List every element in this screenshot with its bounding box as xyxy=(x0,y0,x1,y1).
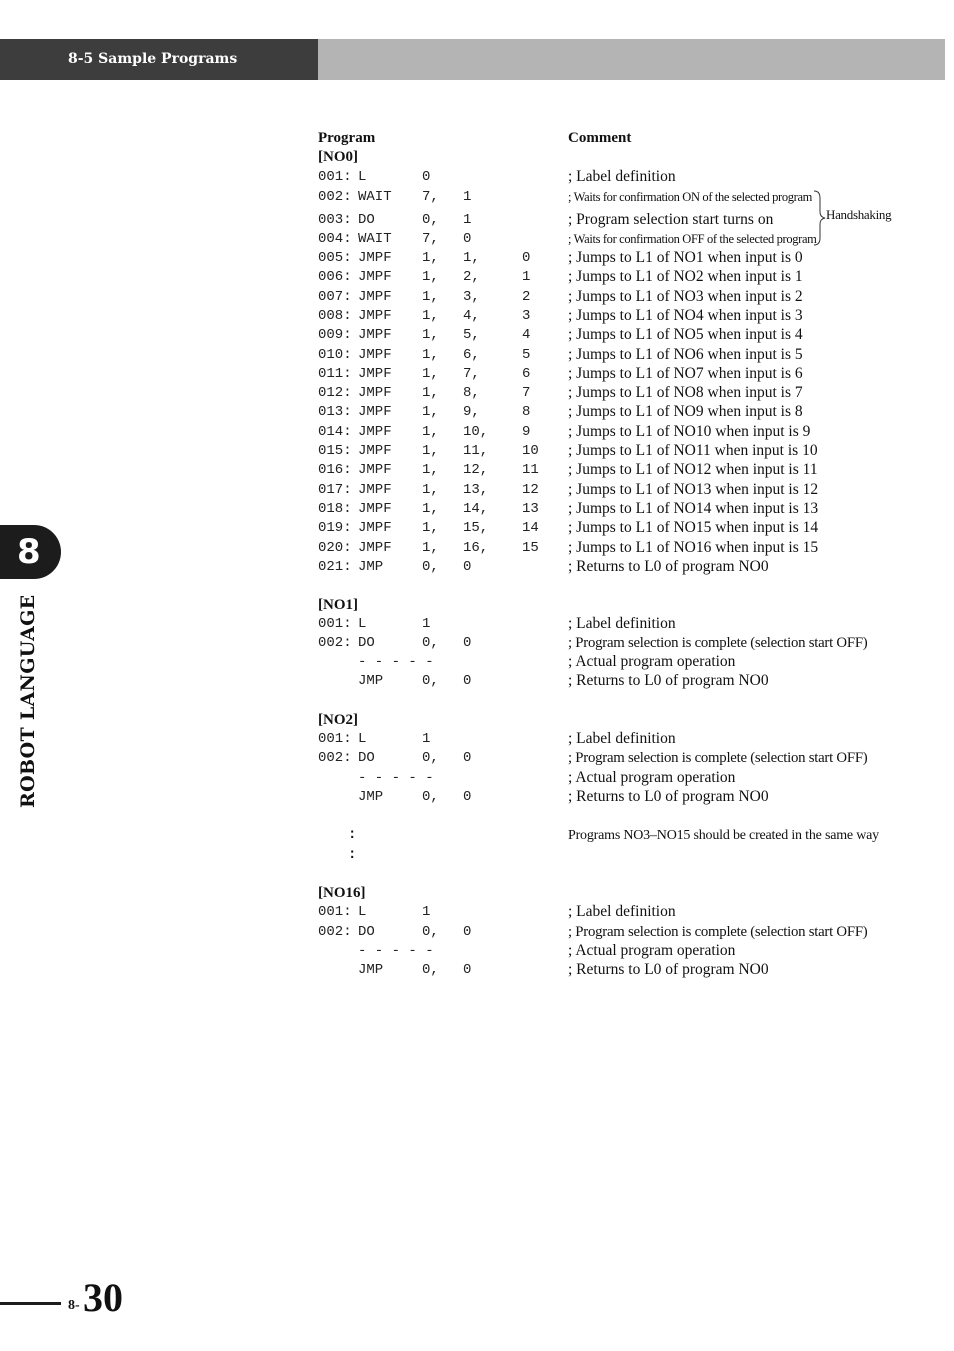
program-column-header: Program xyxy=(318,130,376,146)
code-cmd: JMPF xyxy=(358,423,392,440)
code-cmd: JMP xyxy=(358,789,384,805)
code-a: 1, xyxy=(422,539,439,556)
comment: ; Actual program operation xyxy=(568,769,736,786)
code-line: 008: xyxy=(318,307,352,324)
comment: ; Program selection is complete (selection start OFF) xyxy=(568,924,868,940)
code-line: 018: xyxy=(318,500,352,517)
code-cmd: DO xyxy=(358,924,375,940)
code-cmd: WAIT xyxy=(358,231,392,247)
code-a: 1, xyxy=(422,327,439,344)
comment: ; Returns to L0 of program NO0 xyxy=(568,961,769,978)
comment: ; Label definition xyxy=(568,615,676,632)
comment: ; Jumps to L1 of NO12 when input is 11 xyxy=(568,461,818,479)
comment: ; Waits for confirmation OFF of the selected program xyxy=(568,232,817,246)
code-a: 1, xyxy=(422,404,439,421)
code-b: 11, xyxy=(463,443,489,459)
code-a: 0, xyxy=(422,673,439,689)
code-cmd: JMPF xyxy=(358,250,392,266)
code-b: 8, xyxy=(463,385,480,402)
code-c: 14 xyxy=(522,520,539,537)
code-a: 0 xyxy=(422,169,431,185)
code-b: 0 xyxy=(463,789,472,805)
code-cmd: - - - - - xyxy=(358,654,434,670)
code-cmd: JMPF xyxy=(358,327,392,344)
code-a: 1 xyxy=(422,616,431,632)
code-a: 1, xyxy=(422,269,439,286)
code-c: 9 xyxy=(522,423,531,440)
code-cmd: DO xyxy=(358,212,375,228)
code-b: 0 xyxy=(463,558,472,575)
code-cmd: JMPF xyxy=(358,520,392,537)
code-c: 15 xyxy=(522,539,539,556)
code-b: 1 xyxy=(463,212,472,228)
code-cmd: JMP xyxy=(358,962,384,978)
code-b: 0 xyxy=(463,231,472,247)
code-b: 15, xyxy=(463,520,489,537)
code-line: 020: xyxy=(318,539,352,556)
code-line: 021: xyxy=(318,558,352,575)
code-a: 1, xyxy=(422,500,439,517)
code-cmd: JMPF xyxy=(358,481,392,498)
code-a: 1, xyxy=(422,307,439,324)
code-a: 7, xyxy=(422,189,439,205)
section-title-no1: [NO1] xyxy=(318,597,358,613)
code-b: 12, xyxy=(463,462,489,479)
code-b: 0 xyxy=(463,635,472,651)
comment: ; Program selection start turns on xyxy=(568,211,774,228)
code-b: 1 xyxy=(463,189,472,205)
comment: ; Label definition xyxy=(568,903,676,920)
continuation-note: Programs NO3–NO15 should be created in the same way xyxy=(568,828,879,843)
comment: ; Returns to L0 of program NO0 xyxy=(568,672,769,689)
code-b: 5, xyxy=(463,327,480,344)
comment: ; Jumps to L1 of NO6 when input is 5 xyxy=(568,345,803,363)
code-line: 014: xyxy=(318,423,352,440)
code-line: 012: xyxy=(318,385,352,402)
comment: ; Jumps to L1 of NO11 when input is 10 xyxy=(568,442,818,459)
code-a: 0, xyxy=(422,962,439,978)
code-c: 6 xyxy=(522,365,531,382)
handshaking-brace xyxy=(812,190,826,246)
code-cmd: JMPF xyxy=(358,365,392,382)
comment: ; Actual program operation xyxy=(568,942,736,959)
comment: ; Waits for confirmation ON of the selected program xyxy=(568,190,813,204)
comment: ; Jumps to L1 of NO16 when input is 15 xyxy=(568,538,819,556)
section-title-no16: [NO16] xyxy=(318,885,366,901)
code-a: 1, xyxy=(422,288,439,305)
comment-column-header: Comment xyxy=(568,130,632,146)
code-b: 2, xyxy=(463,269,480,286)
code-cmd: JMPF xyxy=(358,500,392,517)
chapter-tab xyxy=(0,525,61,579)
code-line: 011: xyxy=(318,365,352,382)
code-line: 009: xyxy=(318,327,352,344)
code-line: 013: xyxy=(318,404,352,421)
code-a: 1, xyxy=(422,365,439,382)
code-c: 3 xyxy=(522,307,531,324)
comment: ; Jumps to L1 of NO3 when input is 2 xyxy=(568,287,803,305)
code-cmd: L xyxy=(358,169,367,185)
code-cmd: JMPF xyxy=(358,385,392,402)
code-b: 0 xyxy=(463,750,472,766)
code-b: 10, xyxy=(463,423,489,440)
code-a: 0, xyxy=(422,789,439,805)
code-cmd: JMPF xyxy=(358,462,392,479)
section-title-no0: [NO0] xyxy=(318,149,358,165)
code-cmd: WAIT xyxy=(358,189,392,205)
code-cmd: JMP xyxy=(358,558,384,575)
comment: ; Jumps to L1 of NO9 when input is 8 xyxy=(568,403,803,421)
code-a: 0, xyxy=(422,558,439,575)
code-line: 001: xyxy=(318,904,352,920)
code-c: 2 xyxy=(522,288,531,305)
code-cmd: L xyxy=(358,904,367,920)
code-line: 017: xyxy=(318,481,352,498)
code-a: 1, xyxy=(422,443,439,459)
comment: ; Program selection is complete (selection start OFF) xyxy=(568,750,868,766)
code-b: 7, xyxy=(463,365,480,382)
code-a: 1 xyxy=(422,731,431,747)
code-c: 1 xyxy=(522,269,531,286)
comment: ; Jumps to L1 of NO14 when input is 13 xyxy=(568,499,819,517)
code-c: 0 xyxy=(522,250,531,266)
comment: ; Jumps to L1 of NO1 when input is 0 xyxy=(568,249,803,266)
code-cmd: - - - - - xyxy=(358,770,434,786)
code-cmd: L xyxy=(358,616,367,632)
code-c: 7 xyxy=(522,385,531,402)
code-cmd: JMP xyxy=(358,673,384,689)
code-cmd: JMPF xyxy=(358,269,392,286)
code-b: 1, xyxy=(463,250,480,266)
ellipsis-dot: : xyxy=(348,847,357,863)
comment: ; Label definition xyxy=(568,730,676,747)
code-b: 13, xyxy=(463,481,489,498)
code-b: 14, xyxy=(463,500,489,517)
code-b: 0 xyxy=(463,924,472,940)
code-c: 12 xyxy=(522,481,539,498)
code-cmd: L xyxy=(358,731,367,747)
code-cmd: DO xyxy=(358,750,375,766)
comment: ; Jumps to L1 of NO15 when input is 14 xyxy=(568,519,819,537)
code-cmd: JMPF xyxy=(358,539,392,556)
code-a: 1, xyxy=(422,385,439,402)
code-cmd: JMPF xyxy=(358,404,392,421)
code-line: 003: xyxy=(318,212,352,228)
code-c: 13 xyxy=(522,500,539,517)
comment: ; Program selection is complete (selection start OFF) xyxy=(568,635,868,651)
code-line: 015: xyxy=(318,443,352,459)
code-line: 002: xyxy=(318,635,352,651)
code-a: 1, xyxy=(422,250,439,266)
code-b: 9, xyxy=(463,404,480,421)
code-line: 010: xyxy=(318,346,352,363)
comment: ; Jumps to L1 of NO10 when input is 9 xyxy=(568,422,811,440)
code-a: 1, xyxy=(422,346,439,363)
code-line: 005: xyxy=(318,250,352,266)
comment: ; Jumps to L1 of NO5 when input is 4 xyxy=(568,326,803,344)
code-a: 0, xyxy=(422,924,439,940)
ellipsis-dot: : xyxy=(348,827,357,843)
code-b: 0 xyxy=(463,673,472,689)
code-line: 002: xyxy=(318,924,352,940)
code-line: 007: xyxy=(318,288,352,305)
code-a: 0, xyxy=(422,212,439,228)
comment: ; Actual program operation xyxy=(568,653,736,670)
code-a: 0, xyxy=(422,750,439,766)
comment: ; Jumps to L1 of NO13 when input is 12 xyxy=(568,480,819,498)
code-line: 004: xyxy=(318,231,352,247)
code-b: 3, xyxy=(463,288,480,305)
code-a: 1 xyxy=(422,904,431,920)
code-line: 001: xyxy=(318,616,352,632)
code-line: 019: xyxy=(318,520,352,537)
page-number: 30 xyxy=(83,1275,123,1320)
code-b: 4, xyxy=(463,307,480,324)
chapter-number: 8 xyxy=(17,532,41,572)
code-cmd: JMPF xyxy=(358,346,392,363)
code-line: 002: xyxy=(318,189,352,205)
section-header xyxy=(0,39,318,80)
code-c: 11 xyxy=(522,462,539,479)
code-b: 6, xyxy=(463,346,480,363)
comment: ; Jumps to L1 of NO2 when input is 1 xyxy=(568,268,803,286)
code-cmd: JMPF xyxy=(358,307,392,324)
code-a: 1, xyxy=(422,423,439,440)
code-b: 0 xyxy=(463,962,472,978)
code-line: 002: xyxy=(318,750,352,766)
comment: ; Returns to L0 of program NO0 xyxy=(568,557,769,575)
code-c: 8 xyxy=(522,404,531,421)
code-a: 1, xyxy=(422,462,439,479)
code-line: 001: xyxy=(318,731,352,747)
code-a: 7, xyxy=(422,231,439,247)
code-a: 0, xyxy=(422,635,439,651)
chapter-title: ROBOT LANGUAGE xyxy=(17,594,39,808)
code-c: 10 xyxy=(522,443,539,459)
handshaking-label: Handshaking xyxy=(826,207,892,222)
comment: ; Returns to L0 of program NO0 xyxy=(568,788,769,805)
section-title: 8-5 Sample Programs xyxy=(68,51,238,67)
code-line: 016: xyxy=(318,462,352,479)
code-line: 001: xyxy=(318,169,352,185)
code-line: 006: xyxy=(318,269,352,286)
footer-rule xyxy=(0,1302,61,1305)
comment: ; Label definition xyxy=(568,168,676,185)
header-bar xyxy=(318,39,945,80)
code-cmd: - - - - - xyxy=(358,943,434,959)
page-prefix: 8- xyxy=(68,1298,80,1313)
section-title-no2: [NO2] xyxy=(318,712,358,728)
comment: ; Jumps to L1 of NO7 when input is 6 xyxy=(568,364,803,382)
code-cmd: JMPF xyxy=(358,288,392,305)
code-a: 1, xyxy=(422,481,439,498)
comment: ; Jumps to L1 of NO4 when input is 3 xyxy=(568,306,803,324)
code-c: 5 xyxy=(522,346,531,363)
code-cmd: JMPF xyxy=(358,443,392,459)
code-c: 4 xyxy=(522,327,531,344)
code-cmd: DO xyxy=(358,635,375,651)
code-b: 16, xyxy=(463,539,489,556)
comment: ; Jumps to L1 of NO8 when input is 7 xyxy=(568,384,803,402)
code-a: 1, xyxy=(422,520,439,537)
